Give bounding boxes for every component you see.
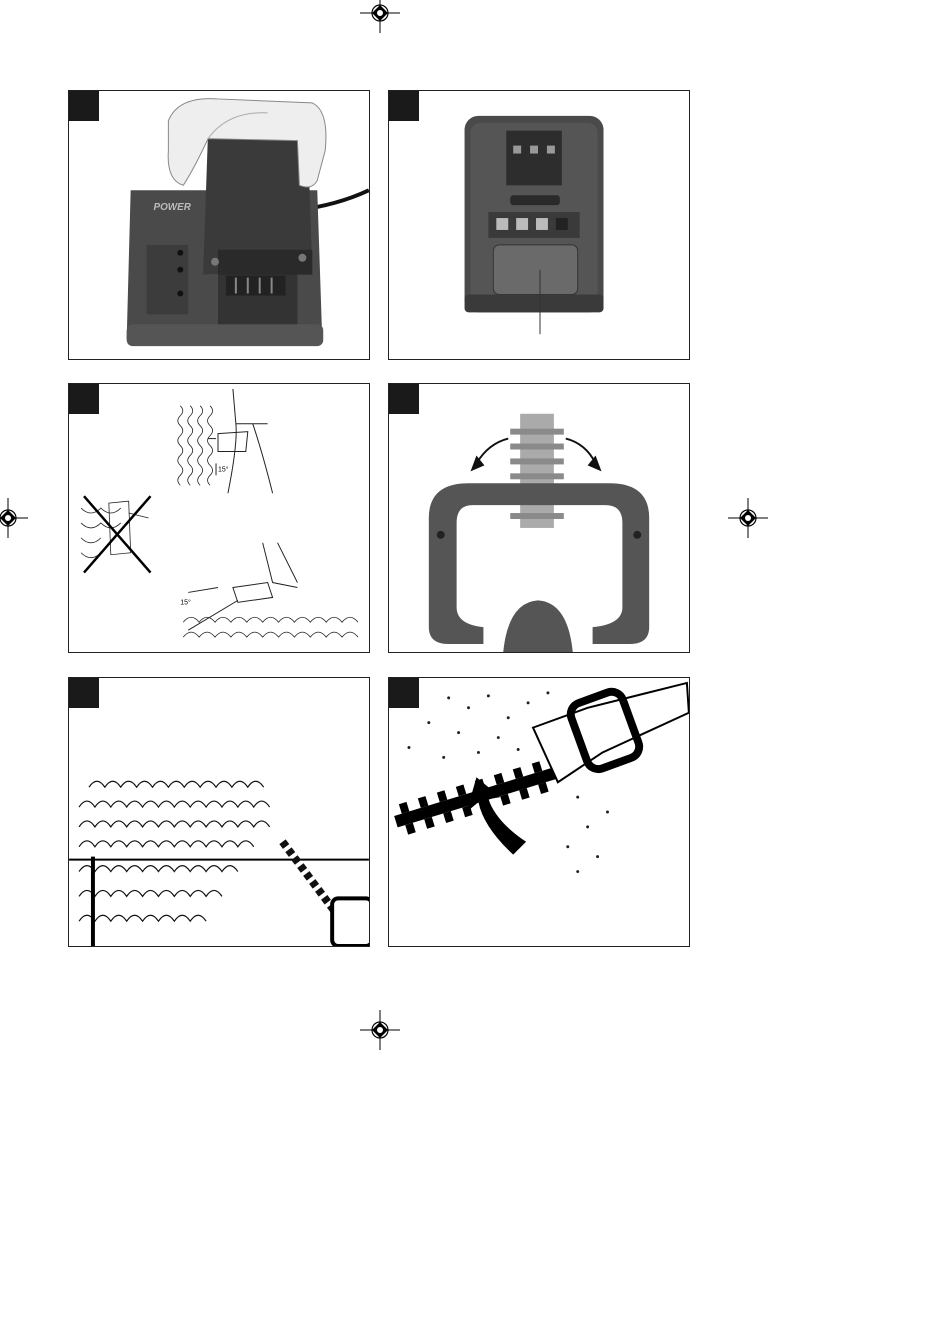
figure-number-badge bbox=[389, 678, 419, 708]
figure-6-panel bbox=[388, 677, 690, 947]
angle-label-top: 15° bbox=[218, 466, 229, 474]
figure-1-panel bbox=[68, 90, 370, 360]
brand-label: POWER bbox=[153, 202, 191, 214]
registration-mark-bottom bbox=[360, 1010, 400, 1050]
charger-photo bbox=[69, 91, 369, 359]
registration-mark-right bbox=[728, 498, 768, 538]
figure-number-badge bbox=[69, 91, 99, 121]
operating-position-illustration bbox=[69, 384, 369, 652]
registration-mark-left bbox=[0, 498, 28, 538]
figure-number-badge bbox=[389, 384, 419, 414]
charger-top-view bbox=[389, 91, 689, 359]
figure-2-panel bbox=[388, 90, 690, 360]
registration-mark-top bbox=[360, 0, 400, 33]
figure-number-badge bbox=[389, 91, 419, 121]
handle-rotation-photo bbox=[389, 384, 689, 652]
figure-number-badge bbox=[69, 678, 99, 708]
figure-4-panel bbox=[388, 383, 690, 653]
cutting-direction-illustration bbox=[389, 678, 689, 946]
figure-5-panel bbox=[68, 677, 370, 947]
figure-number-badge bbox=[69, 384, 99, 414]
hedge-guide-line-illustration bbox=[69, 678, 369, 946]
figure-3-panel bbox=[68, 383, 370, 653]
angle-label-bottom: 15° bbox=[180, 599, 191, 607]
